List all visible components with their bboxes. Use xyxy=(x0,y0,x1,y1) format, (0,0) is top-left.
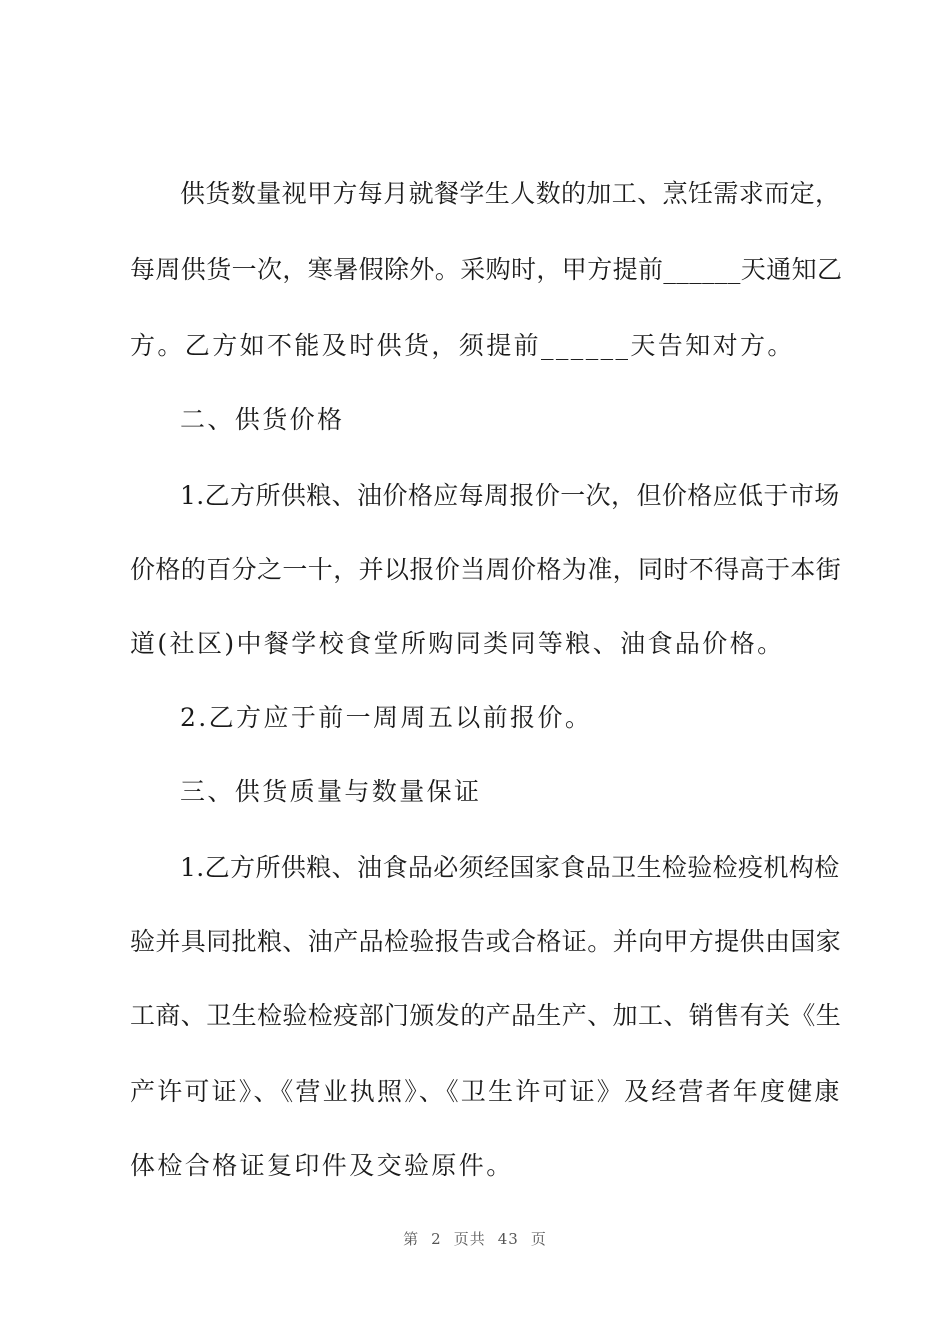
paragraph-line: 供货数量视甲方每月就餐学生人数的加工、烹饪需求而定， xyxy=(180,179,841,208)
footer-suffix: 页 xyxy=(530,1230,547,1248)
paragraph-line: 工商、卫生检验检疫部门颁发的产品生产、加工、销售有关《生 xyxy=(130,1001,842,1030)
footer-middle: 页共 xyxy=(453,1230,486,1248)
section-heading: 三、供货质量与数量保证 xyxy=(180,777,482,806)
footer-total-pages: 43 xyxy=(497,1230,519,1248)
paragraph-line: 产许可证》、《营业执照》、《卫生许可证》及经营者年度健康 xyxy=(130,1077,842,1106)
paragraph-line: 方。乙方如不能及时供货，须提前______天告知对方。 xyxy=(130,331,795,360)
footer-page-number: 2 xyxy=(431,1230,442,1248)
paragraph-line: 体检合格证复印件及交验原件。 xyxy=(130,1151,514,1180)
paragraph-line: 道(社区)中餐学校食堂所购同类同等粮、油食品价格。 xyxy=(130,629,785,658)
paragraph-line: 1.乙方所供粮、油食品必须经国家食品卫生检验检疫机构检 xyxy=(180,853,840,882)
footer-prefix: 第 xyxy=(403,1230,420,1248)
page-footer xyxy=(0,1228,950,1249)
paragraph-line: 1.乙方所供粮、油价格应每周报价一次，但价格应低于市场 xyxy=(180,481,840,510)
paragraph-line: 2.乙方应于前一周周五以前报价。 xyxy=(180,703,593,732)
paragraph-line: 验并具同批粮、油产品检验报告或合格证。并向甲方提供由国家 xyxy=(130,927,842,956)
paragraph-line: 每周供货一次，寒暑假除外。采购时，甲方提前______天通知乙 xyxy=(130,255,843,284)
section-heading: 二、供货价格 xyxy=(180,405,345,434)
paragraph-line: 价格的百分之一十，并以报价当周价格为准，同时不得高于本街 xyxy=(130,555,842,584)
